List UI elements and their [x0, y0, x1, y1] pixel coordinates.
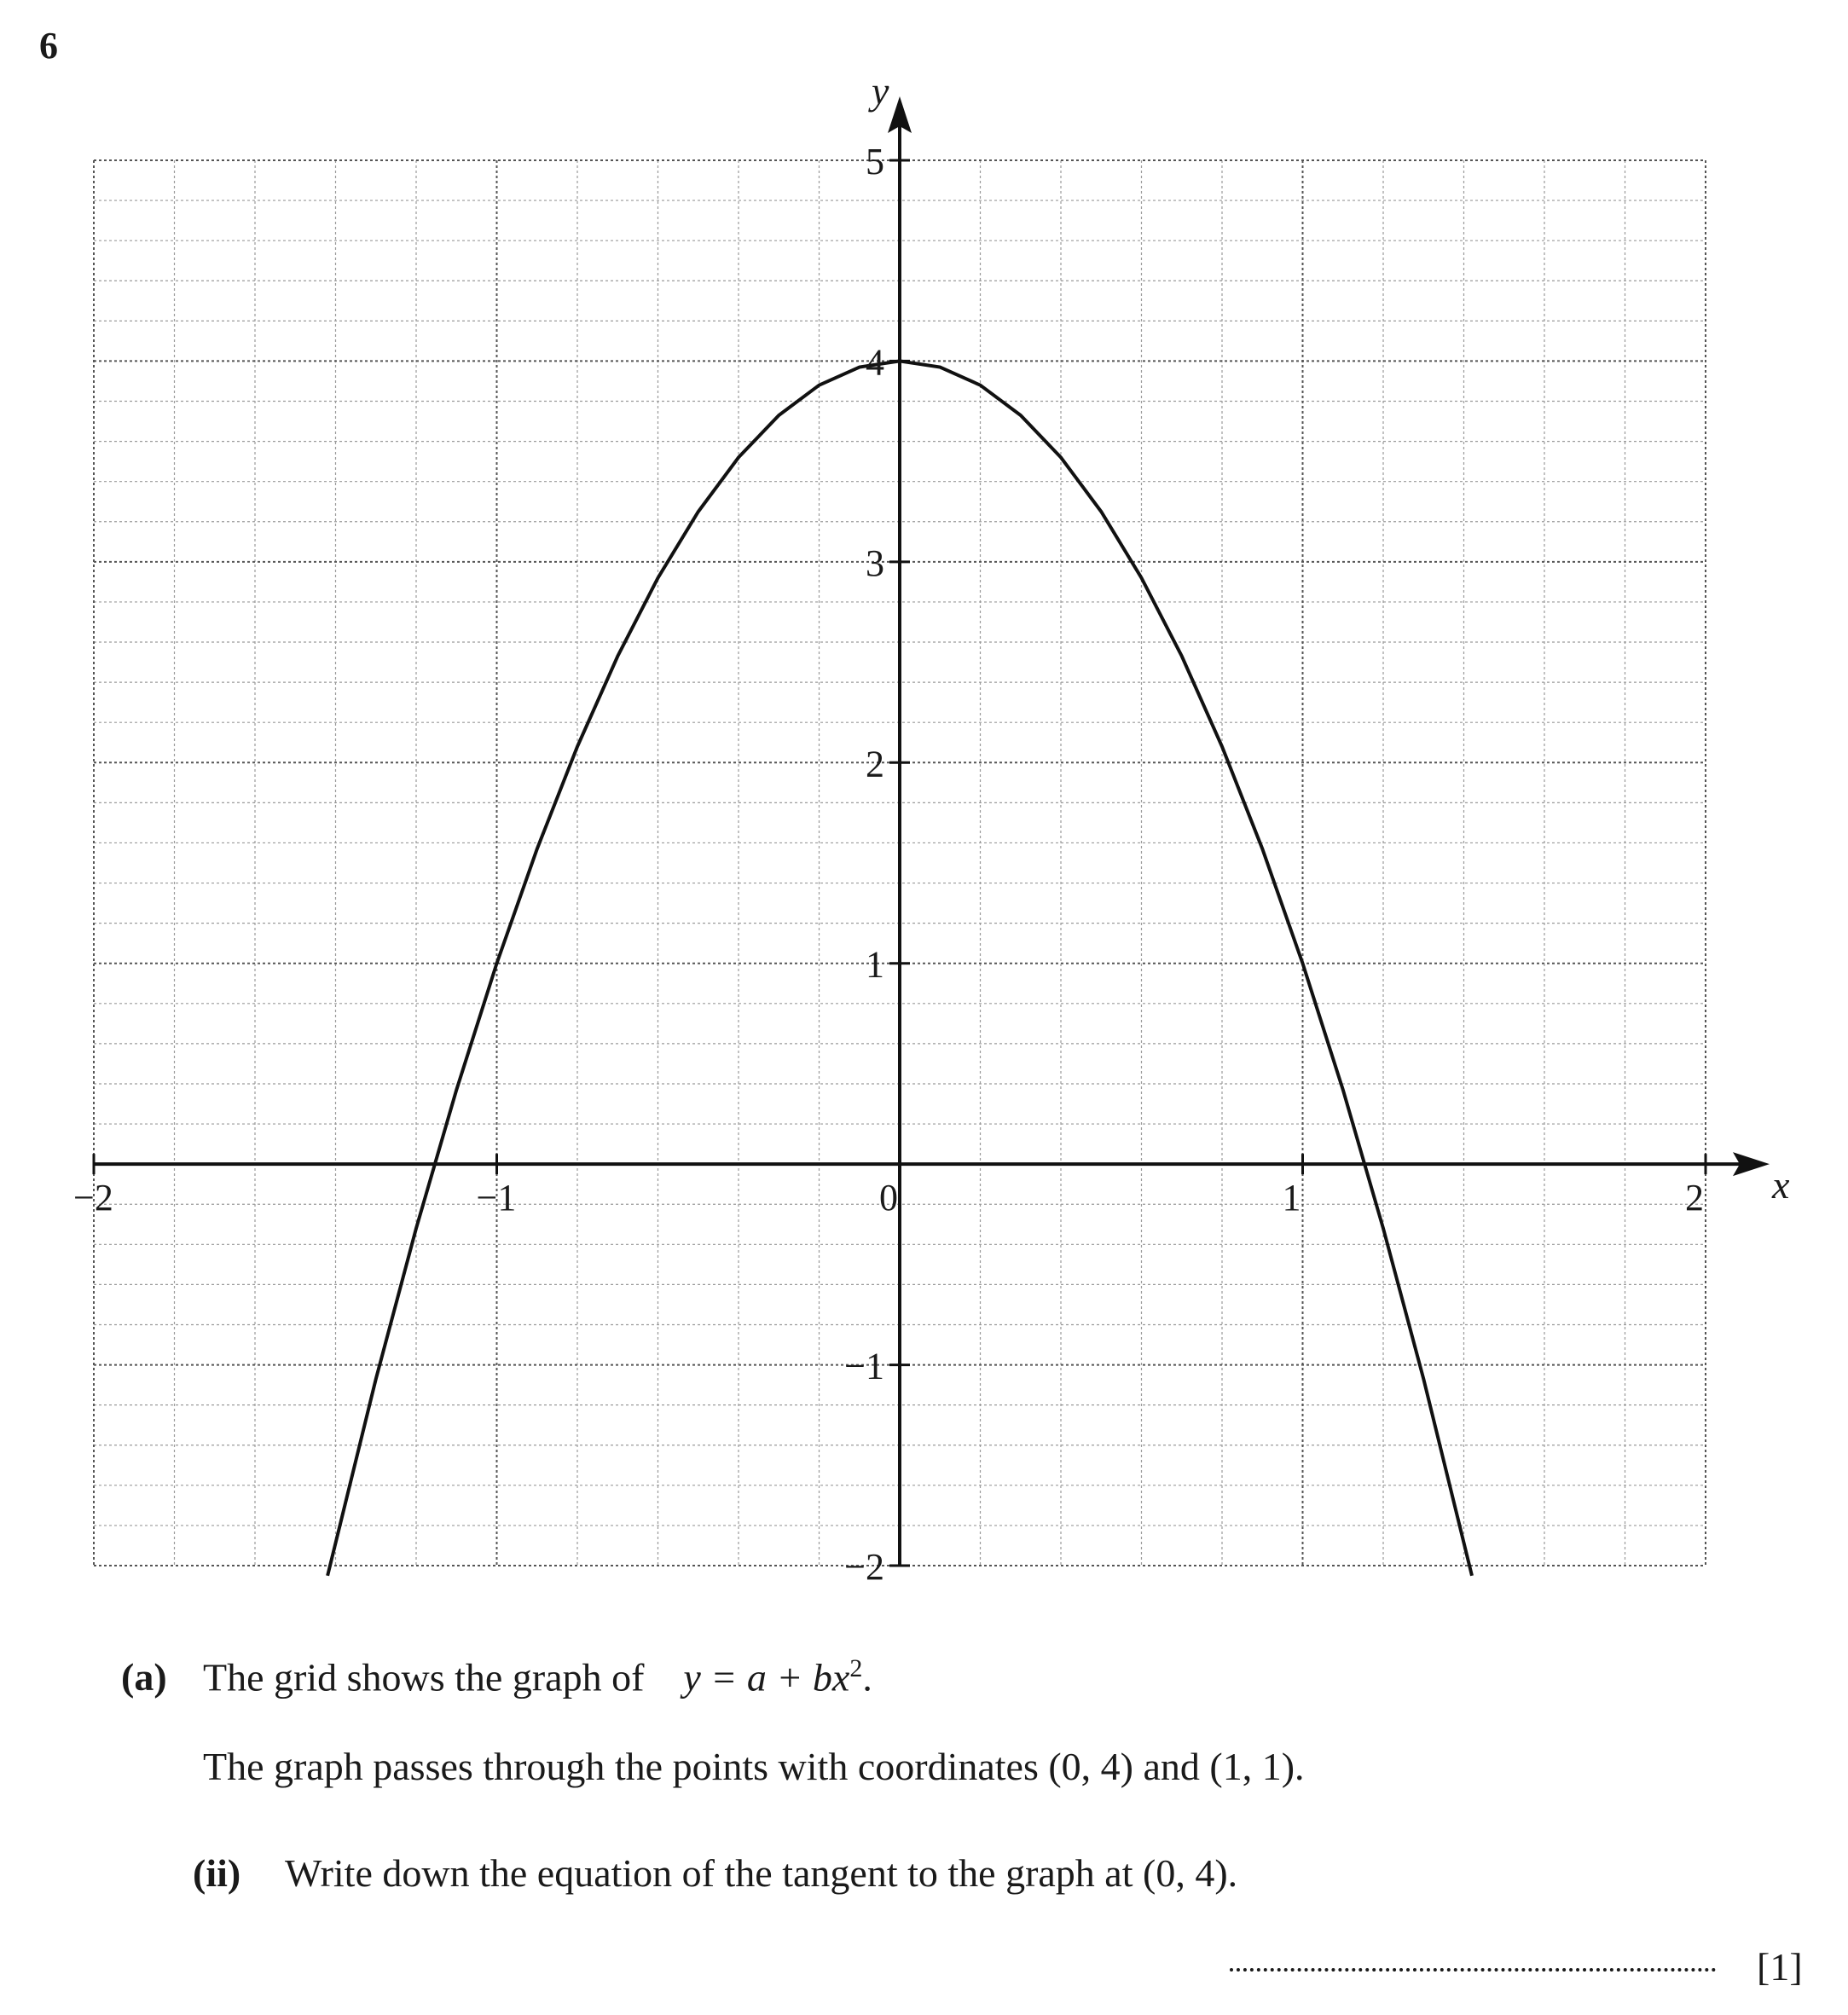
part-a-line: [121, 1654, 872, 1699]
part-a-equation: y = a + bx: [683, 1655, 850, 1699]
part-a-label: (a): [121, 1655, 167, 1699]
tick-labels: [73, 141, 1704, 1588]
y-tick-label: −2: [844, 1546, 884, 1588]
part-a-exponent: 2: [849, 1654, 863, 1682]
y-tick-label: 4: [866, 341, 884, 384]
x-tick-label: −2: [73, 1177, 113, 1219]
x-tick-label: 2: [1685, 1177, 1704, 1219]
y-tick-label: 1: [866, 943, 884, 986]
part-ii-text: Write down the equation of the tangent to the graph at (0, 4).: [285, 1851, 1238, 1895]
x-tick-label: −1: [476, 1177, 517, 1219]
y-tick-label: 3: [866, 541, 884, 584]
x-tick-label: 1: [1282, 1177, 1301, 1219]
part-ii-label: (ii): [193, 1851, 241, 1895]
part-a-period: .: [862, 1655, 872, 1699]
part-a-text: The grid shows the graph of: [203, 1655, 645, 1699]
y-tick-label: −1: [844, 1345, 884, 1387]
axes: [94, 96, 1770, 1566]
question-number: 6: [39, 25, 58, 67]
part-a-points-text: The graph passes through the points with coordinates (0, 4) and (1, 1).: [203, 1745, 1305, 1788]
part-ii-line: [193, 1850, 1237, 1896]
x-axis-label: x: [1772, 1163, 1790, 1207]
y-tick-label: 2: [866, 743, 884, 785]
marks-label: [1]: [1757, 1945, 1803, 1989]
y-axis-label: y: [872, 69, 889, 113]
answer-line[interactable]: [1230, 1968, 1716, 1972]
x-tick-label: 0: [879, 1177, 898, 1219]
y-tick-label: 5: [866, 141, 884, 182]
